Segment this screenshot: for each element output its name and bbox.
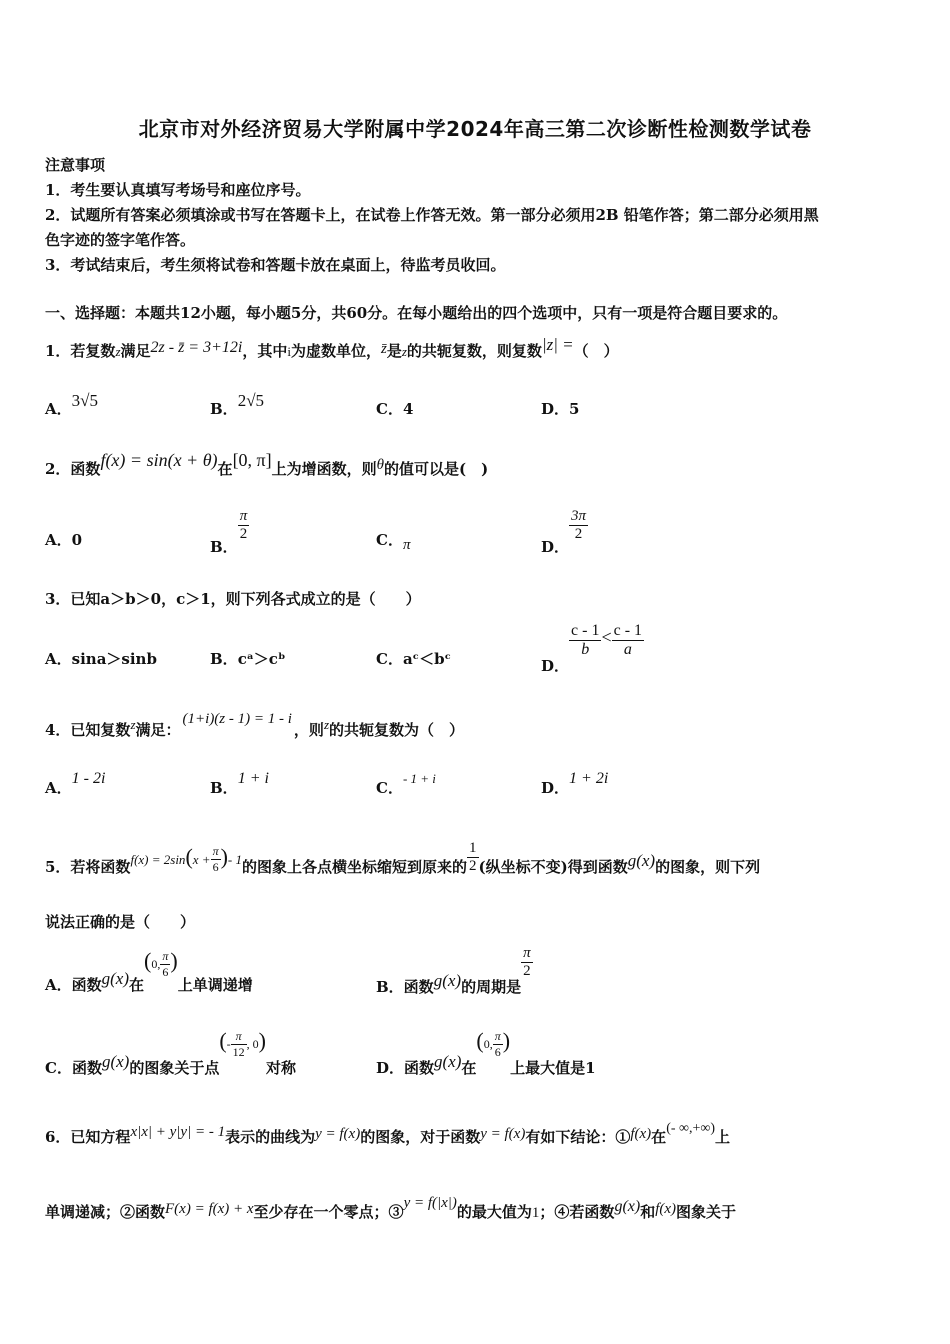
notice-item-2: 2．试题所有答案必须填涂或书写在答题卡上，在试卷上作答无效。第一部分必须用2B 铅笔作答；第二部分必须用黑	[45, 206, 819, 224]
q1-abs-z: |z| =	[541, 335, 574, 354]
question-6: 6．已知方程x|x| + y|y| = - 1表示的曲线为y = f(x)的图象，对于函数y = f(x)有如下结论：①f(x)在(- ∞,+∞)上	[45, 1121, 731, 1146]
q1-text-5: 是	[386, 342, 402, 360]
q2-interval: [0, π]	[232, 450, 272, 470]
q5-option-c: C．函数g(x)的图象关于点(- $\frac{\pi}{12}$ , 0)对称	[45, 1028, 297, 1077]
q2-option-b: B． $\frac{\pi}{2}$	[210, 508, 248, 556]
q1-var-i: i	[287, 344, 291, 359]
q1-option-d: D．5	[541, 400, 580, 418]
question-4: 4．已知复数z满足：(1+i)(z - 1) = 1 - i，则z的共轭复数为（ ）	[45, 711, 465, 739]
q3-option-d: D． $\frac{c - 1}{b}$ < $\frac{c - 1}{a}$	[541, 622, 643, 675]
q1-var-z: z	[115, 344, 121, 359]
q1-text-3: ，其中	[242, 342, 288, 360]
q1-var-zbar: z̄	[381, 341, 387, 357]
q4-option-a: A．1 - 2i	[45, 770, 106, 797]
q2-function: f(x) = sin(x + θ)	[100, 450, 218, 470]
q5-text-cont: 说法正确的是（ ）	[45, 913, 196, 931]
q4-option-c: C．- 1 + i	[376, 771, 436, 797]
q2-option-d: D． $\frac{3\pi}{2}$	[541, 508, 587, 556]
q3-option-a: A．sina＞sinb	[45, 650, 157, 668]
page-title: 北京市对外经济贸易大学附属中学2024年高三第二次诊断性检测数学试卷	[138, 117, 812, 141]
q1-option-b: B．2√5	[210, 391, 265, 418]
question-6-cont: 单调递减；②函数F(x) = f(x) + x至少存在一个零点；③y = f(|x|)的最大值为1；④若函数g(x)和f(x)图象关于	[45, 1195, 737, 1221]
q4-option-b: B．1 + i	[210, 770, 269, 797]
q3-option-c: C．aᶜ＜bᶜ	[376, 650, 451, 668]
q1-text-4: 为虚数单位，	[290, 342, 381, 360]
q1-var-z2: z	[401, 344, 407, 359]
q1-text-1: 1．若复数	[45, 342, 116, 360]
q1-option-c: C．4	[376, 400, 414, 418]
question-2: 2．函数f(x) = sin(x + θ)在[0, π]上为增函数，则θ的值可以是( )	[45, 450, 489, 478]
question-1	[45, 335, 619, 361]
q5-option-b: B．函数g(x)的周期是 $\frac{\pi}{2}$	[376, 945, 531, 996]
q1-equation: 2z - z̄ = 3+12i	[150, 339, 243, 356]
question-5: 5．若将函数f(x) = 2sin(x + $\frac{\pi}{6}$ )- 1的图象上各点横坐标缩短到原来的 $\frac{1}{2}$ (纵坐标不变)得到函数g(x)的图象，则下列	[45, 840, 761, 876]
q4-option-d: D．1 + 2i	[541, 770, 609, 797]
q1-text-7: （ ）	[573, 342, 619, 360]
notice-item-1: 1．考生要认真填写考场号和座位序号。	[45, 181, 311, 199]
q2-option-a: A．0	[45, 531, 83, 549]
q1-option-a: A．3√5	[45, 391, 98, 418]
q5-option-a: A．函数g(x)在(0, $\frac{\pi}{6}$ )上单调递增	[45, 948, 253, 994]
q5-option-d: D．函数g(x)在(0, $\frac{\pi}{6}$ )上最大值是1	[376, 1028, 596, 1077]
q2-option-c: C．π	[376, 531, 411, 553]
notice-item-3: 3．考试结束后，考生须将试卷和答题卡放在桌面上，待监考员收回。	[45, 256, 506, 274]
notice-item-2-cont: 色字迹的签字笔作答。	[45, 231, 196, 249]
section-heading: 一、选择题：本题共12小题，每小题5分，共60分。在每小题给出的四个选项中，只有一项是符合题目要求的。	[45, 304, 788, 322]
q4-equation: (1+i)(z - 1) = 1 - i	[182, 711, 292, 727]
question-3: 3．已知a＞b＞0，c＞1，则下列各式成立的是（ ）	[45, 590, 421, 608]
q1-text-6: 的共轭复数，则复数	[406, 342, 542, 360]
notice-heading: 注意事项	[45, 156, 106, 174]
q3-option-b: B．cᵃ＞cᵇ	[210, 650, 286, 668]
q1-text-2: 满足	[120, 342, 151, 360]
